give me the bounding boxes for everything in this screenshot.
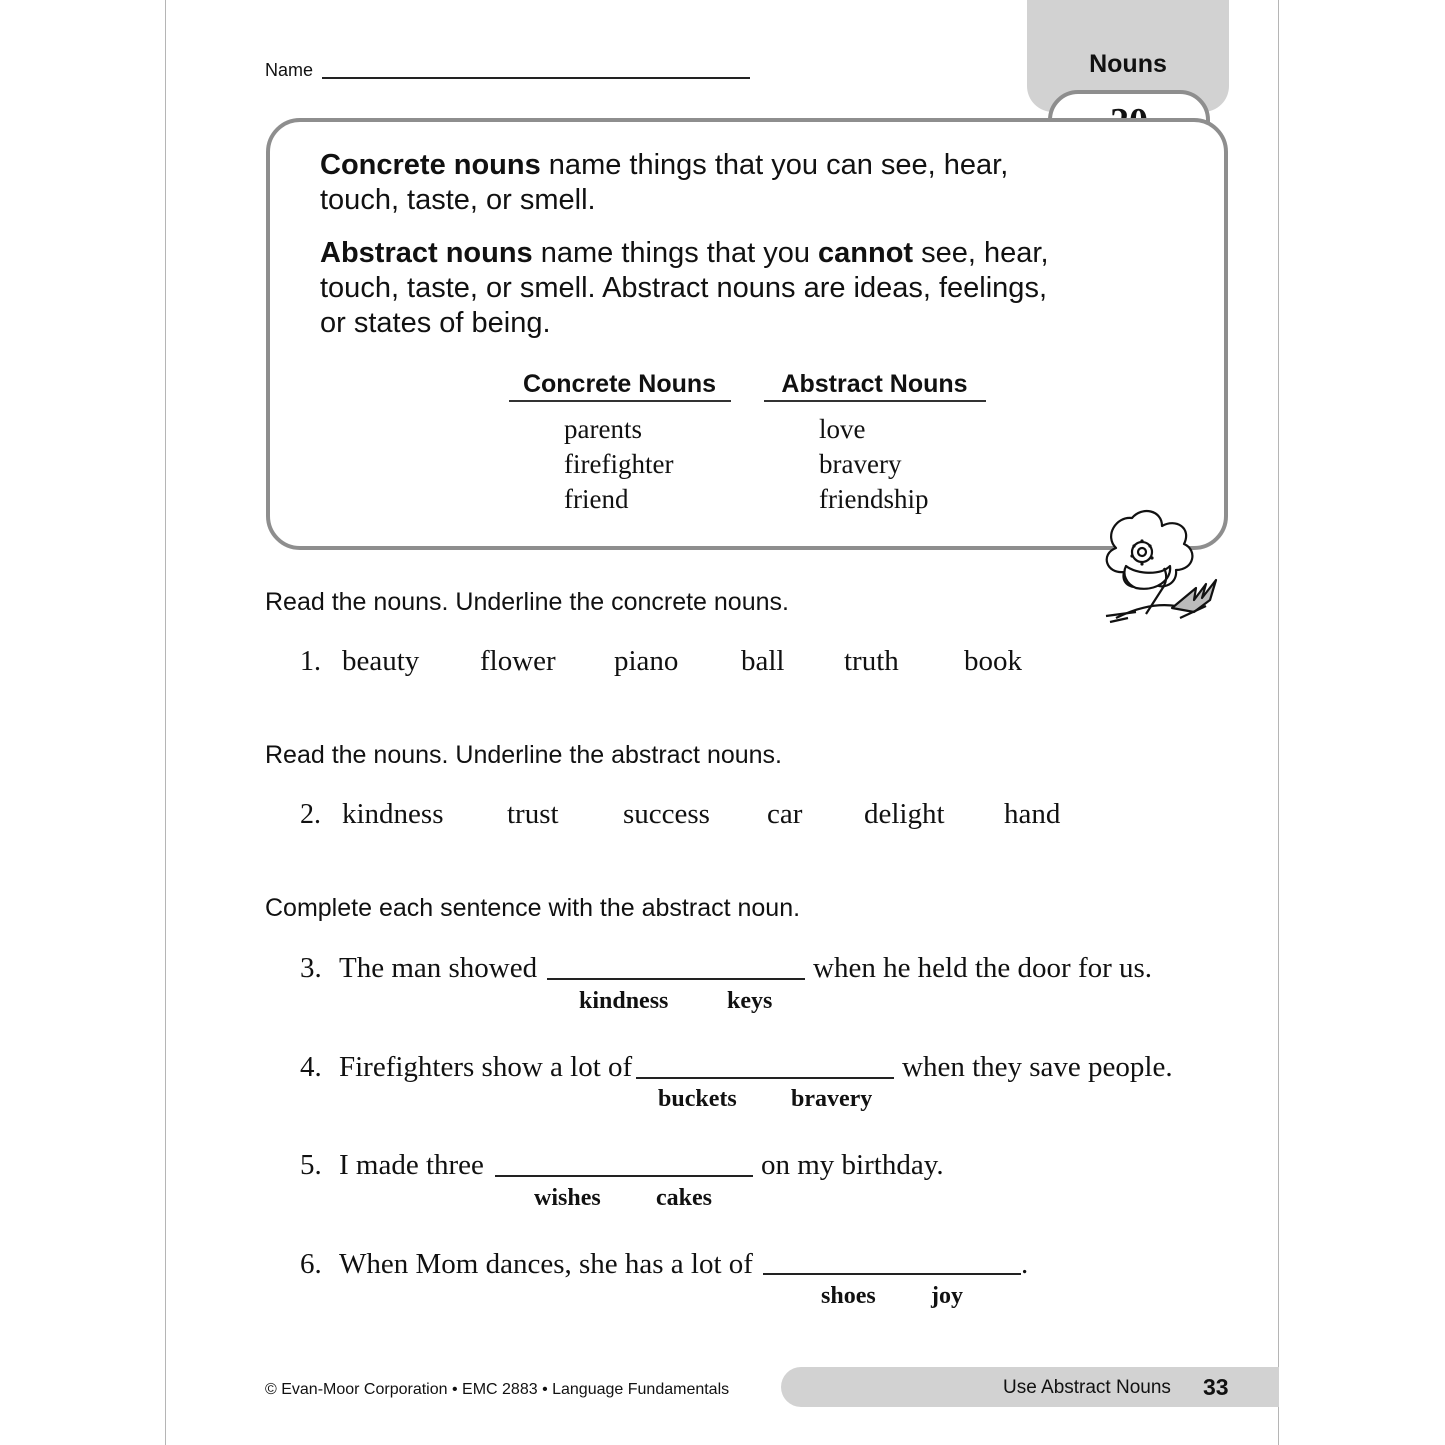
answer-choice[interactable]: kindness (579, 988, 669, 1014)
abstract-def-b: see, hear, (913, 237, 1049, 269)
concrete-definition (320, 148, 1120, 218)
item-number: 1. (300, 646, 321, 677)
noun-word[interactable]: flower (480, 645, 556, 677)
item-number: 2. (300, 799, 321, 830)
page-number: 33 (1203, 1374, 1229, 1400)
abstract-examples (819, 412, 928, 517)
sentence-after: when he held the door for us. (813, 952, 1153, 984)
instruction-concrete: Read the nouns. Underline the concrete nouns. (265, 588, 789, 616)
noun-word[interactable]: book (964, 645, 1022, 677)
answer-choice[interactable]: bravery (791, 1086, 873, 1112)
sentence-after: on my birthday. (761, 1149, 944, 1181)
noun-word[interactable]: success (623, 798, 710, 830)
concrete-def-line-1: name things that you can see, hear, (540, 149, 1009, 181)
list-item: parents (564, 414, 642, 444)
noun-word[interactable]: delight (864, 798, 945, 830)
sentence-6 (300, 1248, 1029, 1281)
answer-choice[interactable]: shoes (821, 1283, 876, 1309)
sentence-3 (300, 952, 1153, 985)
list-item: bravery (819, 449, 902, 479)
sentence-after: when they save people. (902, 1051, 1173, 1083)
answer-choice[interactable]: buckets (658, 1086, 737, 1112)
answer-choice[interactable]: cakes (656, 1185, 712, 1211)
answer-blank[interactable] (636, 1077, 894, 1079)
sentence-number: 4. (300, 1051, 322, 1083)
sentence-number: 5. (300, 1149, 322, 1181)
abstract-cannot: cannot (818, 237, 914, 269)
abstract-definition (320, 236, 1140, 341)
concrete-nouns-header: Concrete Nouns (522, 370, 717, 398)
concrete-header-rule (509, 400, 731, 402)
noun-word[interactable]: truth (844, 645, 899, 677)
sentence-before: Firefighters show a lot of (339, 1051, 633, 1083)
page-edge-left (165, 0, 166, 1445)
sentence-before: When Mom dances, she has a lot of (339, 1248, 753, 1280)
list-item: firefighter (564, 449, 674, 479)
sentence-before: I made three (339, 1149, 484, 1181)
concrete-term: Concrete nouns (320, 149, 541, 181)
footer-topic: Use Abstract Nouns (1003, 1377, 1171, 1398)
abstract-def-line-2: touch, taste, or smell. Abstract nouns are ideas, feelings, (320, 272, 1047, 304)
abstract-def-line-3: or states of being. (320, 307, 551, 339)
sentence-after: . (1021, 1248, 1029, 1280)
abstract-nouns-header: Abstract Nouns (781, 370, 968, 398)
answer-choice[interactable]: keys (727, 988, 773, 1014)
answer-blank[interactable] (547, 978, 805, 980)
sentence-number: 6. (300, 1248, 322, 1280)
section-title: Nouns (1089, 50, 1167, 78)
sentence-number: 3. (300, 952, 322, 984)
name-input-line[interactable] (322, 77, 750, 79)
noun-word[interactable]: hand (1004, 798, 1061, 830)
noun-word[interactable]: piano (614, 645, 679, 677)
concrete-def-line-2: touch, taste, or smell. (320, 184, 596, 216)
answer-choice[interactable]: joy (931, 1283, 963, 1309)
noun-word[interactable]: car (767, 798, 803, 830)
abstract-term: Abstract nouns (320, 237, 533, 269)
sentence-before: The man showed (339, 952, 538, 984)
page-edge-right (1278, 0, 1279, 1445)
abstract-header-rule (764, 400, 986, 402)
name-label: Name (265, 60, 314, 80)
footer-copyright: © Evan-Moor Corporation • EMC 2883 • Language Fundamentals (265, 1381, 730, 1398)
sentence-4 (300, 1051, 1173, 1084)
list-item: friendship (819, 484, 929, 514)
noun-word[interactable]: beauty (342, 645, 420, 677)
noun-word[interactable]: kindness (342, 798, 444, 830)
noun-word[interactable]: trust (507, 798, 559, 830)
instruction-abstract: Read the nouns. Underline the abstract nouns. (265, 741, 783, 769)
answer-blank[interactable] (495, 1175, 753, 1177)
sentence-5 (300, 1149, 944, 1182)
concrete-examples (564, 412, 673, 517)
abstract-def-a: name things that you (532, 237, 819, 269)
instruction-complete: Complete each sentence with the abstract noun. (265, 894, 801, 922)
answer-choice[interactable]: wishes (534, 1185, 601, 1211)
list-item: friend (564, 484, 629, 514)
answer-blank[interactable] (763, 1273, 1021, 1275)
list-item: love (819, 414, 866, 444)
definition-box (266, 118, 1228, 550)
flower-illustration (1076, 508, 1226, 638)
noun-word[interactable]: ball (741, 645, 785, 677)
